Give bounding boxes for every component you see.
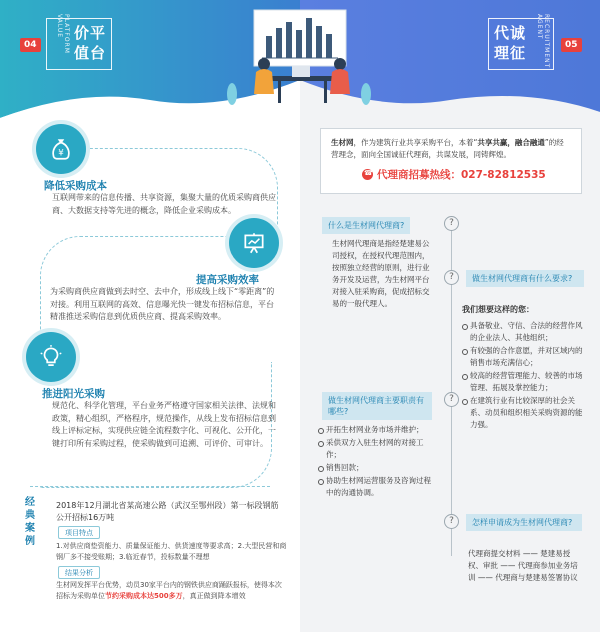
right-title-subtitle: RECRUITMENT AGENT	[536, 14, 550, 69]
section-title-efficiency: 提高采购效率	[196, 274, 259, 286]
requirement-item: 具备敬业、守信、合法的经营作风的企业法人、其他组织；	[462, 320, 586, 344]
case-result-text	[56, 580, 288, 601]
responsibility-item: 开拓生材网业务市场并维护；	[318, 424, 436, 436]
case-pill-features: 项目特点	[58, 526, 100, 539]
left-title-line2: 值台	[74, 44, 107, 62]
case-result-highlight: 节约采购成本达500多万	[105, 591, 183, 600]
section-body-transparency: 规范化、科学化管理，平台业务严格遵守国家相关法律、法规和政策，精心组织，严格程序，规范操作，从线上发布招标信息到线上评标定标，实现供应链全流程数字化、可视化、公开化，一键打印所有采购过程，使采购做到可追溯、可评价、可审计。	[52, 401, 276, 448]
left-title-line1: 价平	[74, 24, 107, 42]
case-pill-result: 结果分析	[58, 566, 100, 579]
question-mark-icon: ?	[444, 392, 459, 407]
recruitment-hotline	[362, 167, 546, 182]
answer-what-is-agent: 生材网代理商是指经楚建易公司授权，在授权代理范围内，按照独立经营的原则，进行业务开发及运营，为生材网平台对接入驻采购商，促成招标交易的一般代理人。	[332, 239, 430, 308]
responsibility-item: 协助生材网运营服务及咨询过程中的沟通协调。	[318, 475, 436, 499]
requirement-item: 较高的经营管理能力、较善的市场管理、拓展及掌控能力；	[462, 370, 586, 394]
case-features-text: 1.对供应商垫资能力、质量保证能力、供货速度等要求高；2.大型民营和商钢厂多不接受账期；3.临近春节，投标数量不理想	[56, 542, 287, 561]
responsibility-item: 采供双方入驻生材网的对接工作；	[318, 437, 436, 461]
answer-requirements	[462, 304, 586, 432]
question-responsibilities: 做生材网代理商主要职责有哪些?	[322, 392, 432, 420]
lightbulb-icon	[26, 332, 76, 382]
intro-text-a: ，作为建筑行业共享采购平台，本着“	[353, 138, 478, 147]
answer-responsibilities	[318, 424, 436, 500]
answer-how-to-apply: 代理商提交材料 —— 楚建易授权、审批 —— 代理商参加业务培训 —— 代理商与楚建易签署协议	[468, 549, 578, 582]
question-mark-icon: ?	[444, 514, 459, 529]
right-title-line2: 理征	[494, 44, 527, 62]
question-mark-icon: ?	[444, 216, 459, 231]
right-title-line1: 代诚	[494, 24, 527, 42]
intro-box	[320, 128, 582, 194]
intro-slogan: 共享共赢，融合融通	[477, 138, 545, 147]
question-requirements: 做生材网代理商有什么要求?	[466, 270, 584, 287]
case-result-part-a: 生材网发挥平台优势，动员30家平台内的钢铁供应商踊跃报标，使得本次招标为采购单位	[56, 581, 282, 600]
case-result-part-b: ，真正做到降本增效	[182, 591, 246, 600]
hotline-text: 代理商招募热线：027-82812535	[377, 169, 546, 181]
intro-text-b: ”的经营理念，面向全国诚征代理商，共谋发展，同铸辉煌。	[331, 138, 564, 159]
question-mark-icon: ?	[444, 270, 459, 285]
presentation-board-icon	[229, 218, 279, 268]
left-title-subtitle: PLATFORM VALUE	[56, 14, 70, 54]
question-what-is-agent: 什么是生材网代理商?	[322, 217, 410, 234]
left-section-badge: 04	[20, 38, 41, 52]
phone-icon	[362, 169, 373, 180]
section-title-cost: 降低采购成本	[44, 180, 107, 192]
section-body-efficiency: 为采购商供应商做到去时空、去中介，形成线上线下“零距离”的对接。利用互联网的高效、信息曝光快一键发布招标信息，平台精准推送采购信息到优质供应商、提高采购效率。	[50, 287, 275, 321]
case-label: 经典案例	[25, 497, 35, 547]
money-bag-icon	[36, 124, 86, 174]
requirement-item: 有较强的合作意愿，并对区域内的销售市场充满信心；	[462, 345, 586, 369]
timeline-line	[451, 216, 452, 556]
connector-line	[30, 486, 270, 496]
right-section-badge: 05	[561, 38, 582, 52]
svg-text:¥: ¥	[58, 148, 64, 159]
section-title-transparency: 推进阳光采购	[42, 388, 105, 400]
responsibility-item: 销售回款；	[318, 462, 436, 474]
case-title: 2018年12月湖北省某高速公路（武汉至鄂州段）第一标段钢筋公开招标16万吨	[56, 501, 279, 522]
section-body-cost: 互联网带来的信息传播、共享资源，集聚大量的优质采购商供应商、大数据支持等先进的概念，降低企业采购成本。	[52, 193, 276, 215]
header-banner	[0, 0, 600, 118]
requirement-item: 在建筑行业有比较深厚的社会关系、动员和组织相关采购资源的能力强。	[462, 395, 586, 431]
intro-brand: 生材网	[331, 138, 354, 147]
requirements-heading: 我们想要这样的您：	[462, 305, 534, 314]
question-how-to-apply: 怎样申请成为生材网代理商?	[466, 514, 582, 531]
